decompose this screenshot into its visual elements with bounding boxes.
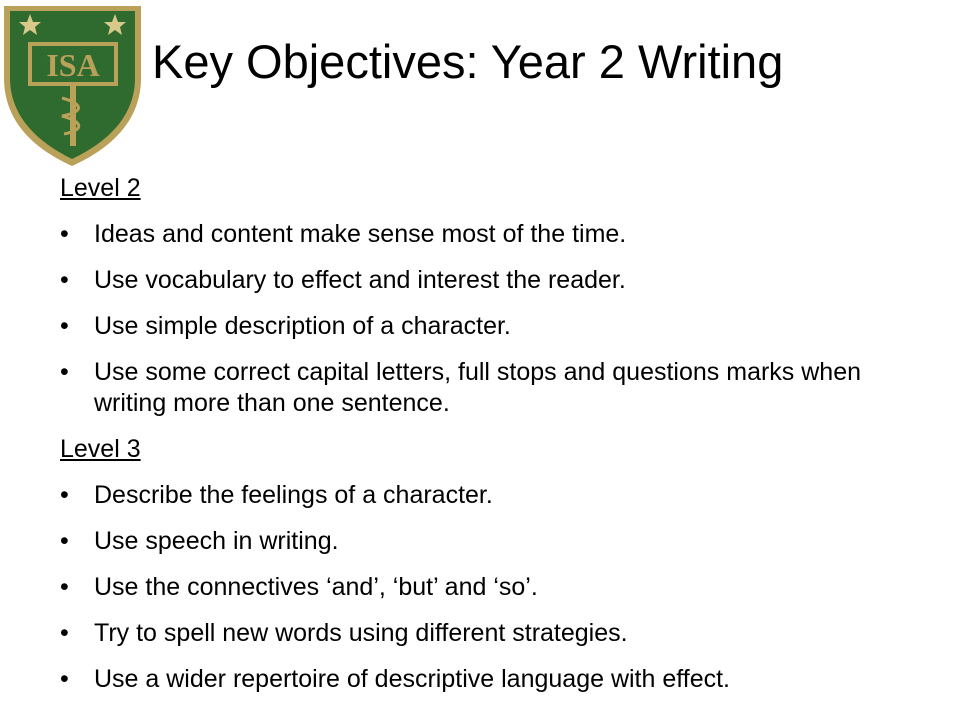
svg-text:ISA: ISA [46, 47, 100, 83]
bullet-item: • Use vocabulary to effect and interest the reader. [60, 265, 920, 296]
bullet-item: • Use speech in writing. [60, 526, 920, 557]
level-heading: Level 3 [60, 435, 141, 463]
bullet-item: • Use simple description of a character. [60, 311, 920, 342]
bullet-item: • Use the connectives ‘and’, ‘but’ and ‘so’. [60, 572, 920, 603]
bullet-list [60, 219, 920, 419]
bullet-item: • Use some correct capital letters, full stops and questions marks when writing more than one sentence. [60, 357, 920, 419]
slide-title: Key Objectives: Year 2 Writing [152, 35, 784, 88]
bullet-item: • Ideas and content make sense most of the time. [60, 219, 920, 250]
bullet-item: • Describe the feelings of a character. [60, 480, 920, 511]
school-crest-graphic [0, 0, 145, 170]
bullet-item: • Try to spell new words using different strategies. [60, 618, 920, 649]
school-crest-icon [0, 0, 145, 170]
slide-body [60, 173, 920, 710]
level-heading: Level 2 [60, 174, 141, 202]
bullet-item: • Use a wider repertoire of descriptive language with effect. [60, 664, 920, 695]
bullet-list [60, 480, 920, 695]
